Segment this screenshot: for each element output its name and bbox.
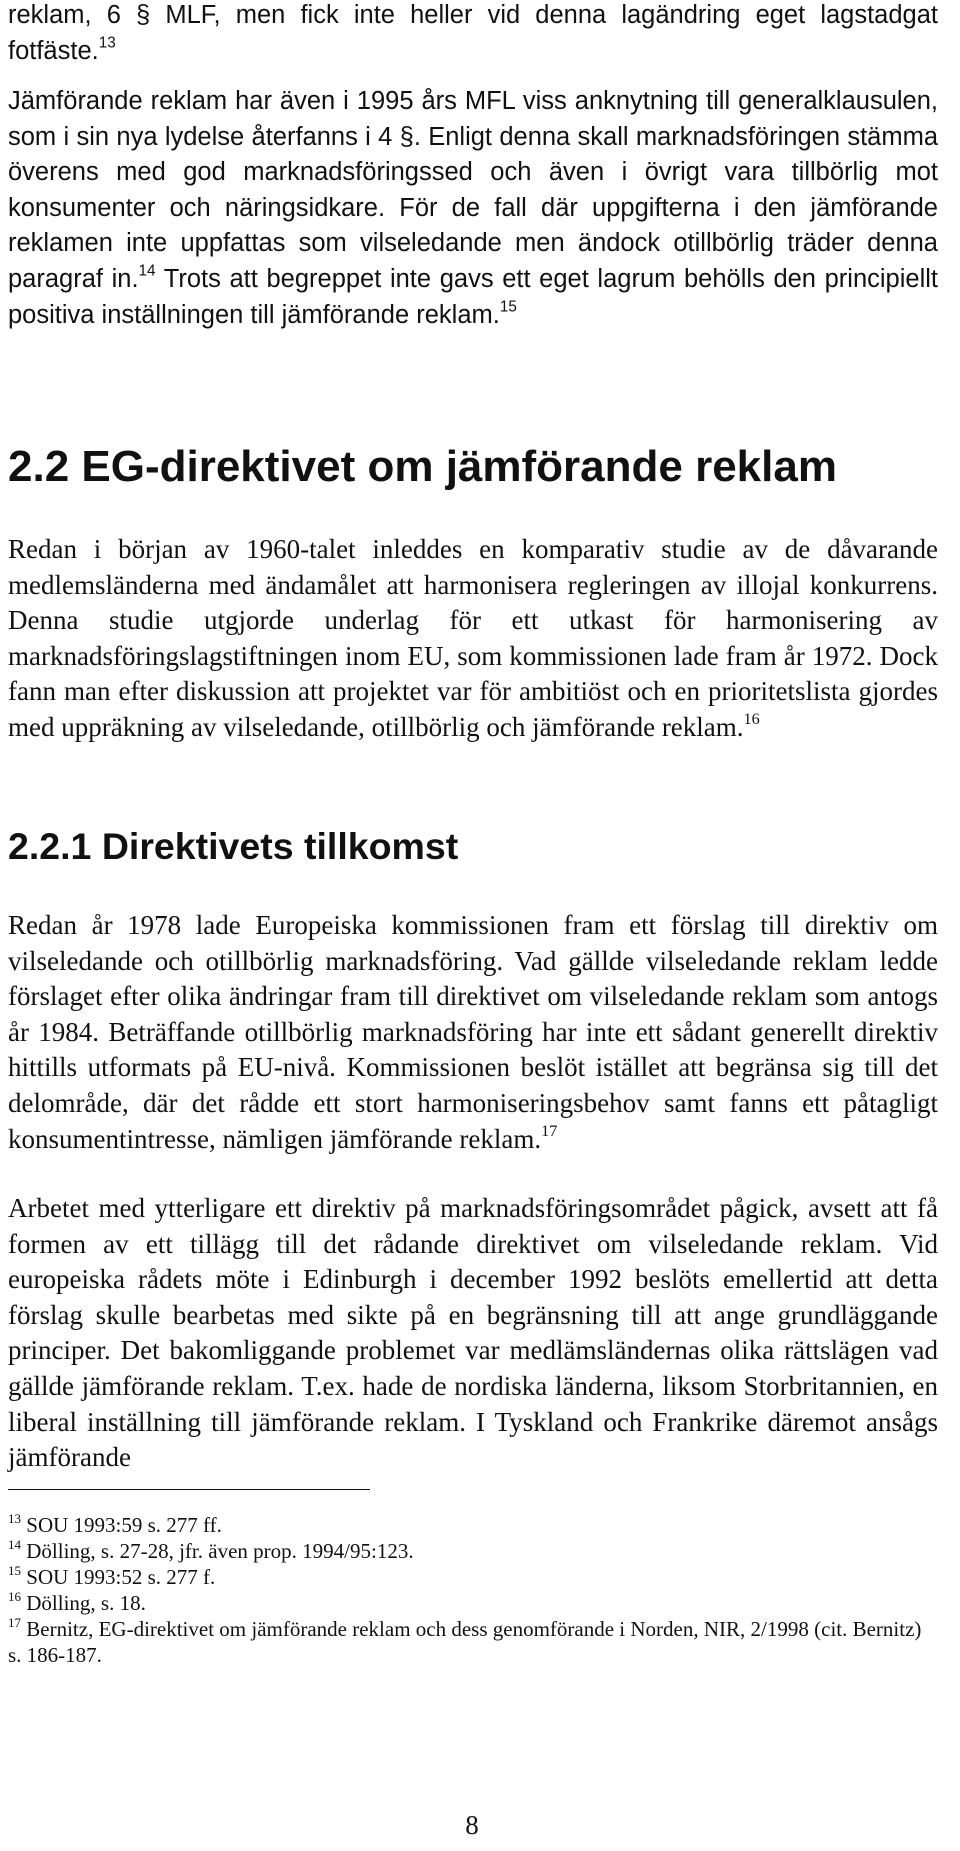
footnote-ref-15[interactable]: 15 xyxy=(499,298,517,316)
footnote-ref-14[interactable]: 14 xyxy=(138,262,156,280)
footnote-ref-13[interactable]: 13 xyxy=(98,34,116,52)
section-heading-2-2: 2.2 EG-direktivet om jämförande reklam xyxy=(8,442,837,491)
footnote-separator xyxy=(8,1489,370,1490)
paragraph-comparative-advertising-mfl: Jämförande reklam har även i 1995 års MFL viss anknytning till generalklausulen, som i sin nya lydelse återfanns i 4 §. Enligt denna skall marknadsföringen stämma överens med god marknadsföringssed och även i övrigt vara tillbörlig mot konsumenter och näringsidkare. För de fall där uppgifterna i den jämförande reklamen inte uppfattas som vilseledande men ändock otillbörlig träder denna paragraf in.$^{14}$ Trots att begreppet inte gavs ett eget lagrum behölls den principiellt positiva inställningen till jämförande reklam.$^{15}$ xyxy=(8,87,938,329)
footnote-13: $^{13}$ SOU 1993:59 s. 277 ff. xyxy=(8,1510,222,1537)
paragraph-directive-origin: Redan år 1978 lade Europeiska kommissionen fram ett förslag till direktiv om vilseledande och otillbörlig marknadsföring. Vad gällde vilseledande reklam ledde förslaget efter olika ändringar fram till direktivet om vilseledande reklam som antogs år 1984. Beträffande otillbörlig marknadsföring har inte ett sådant generellt direktiv hittills utformats på EU-nivå. Kommissionen beslöt istället att begränsa sig till det delområde, där det rådde ett stort harmoniseringsbehov samt fanns ett påtagligt konsumentintresse, nämligen jämförande reklam.$^{17}$ xyxy=(8,910,938,1154)
footnote-ref-16[interactable]: 16 xyxy=(743,709,760,728)
footnote-15: $^{15}$ SOU 1993:52 s. 277 f. xyxy=(8,1562,216,1589)
footnote-14: $^{14}$ Dölling, s. 27-28, jfr. även prop. 1994/95:123. xyxy=(8,1536,414,1563)
paragraph-continuation: reklam, 6 § MLF, men fick inte heller vid denna lagändring eget lagstadgat fotfäste.$^{13}$ xyxy=(8,1,938,65)
paragraph-eg-directive: Redan i början av 1960-talet inleddes en komparativ studie av de dåvarande medlemsländerna med ändamålet att harmonisera regleringen av illojal konkurrens. Denna studie utgjorde underlag för ett utkast för harmonisering av marknadsföringslagstiftningen inom EU, som kommissionen lade fram år 1972. Dock fann man efter diskussion att projektet var för ambitiöst och en prioritetslista gjordes med uppräkning av vilseledande, otillbörlig och jämförande reklam.$^{16}$ xyxy=(8,534,938,742)
footnote-17: $^{17}$ Bernitz, EG-direktivet om jämförande reklam och dess genomförande i Norden, NIR, 2/1998 (cit. Bernitz) s. 186-187. xyxy=(8,1614,922,1667)
footnote-ref-17[interactable]: 17 xyxy=(541,1121,558,1140)
paragraph-further-work: Arbetet med ytterligare ett direktiv på marknadsföringsområdet pågick, avsett att få formen av ett tillägg till det rådande direktivet om vilseledande reklam. Vid europeiska rådets möte i Edinburgh i december 1992 beslöts emellertid att detta förslag skulle bearbetas med sikte på en begränsning till att ange grundläggande principer. Det bakomliggande problemet var medlämsländernas olika rättslägen vad gällde jämförande reklam. T.ex. hade de nordiska länderna, liksom Storbritannien, en liberal inställning till jämförande reklam. I Tyskland och Frankrike däremot ansågs jämförande xyxy=(8,1193,938,1473)
footnote-16: $^{16}$ Dölling, s. 18. xyxy=(8,1588,146,1615)
subsection-heading-2-2-1: 2.2.1 Direktivets tillkomst xyxy=(8,825,459,867)
page-number: 8 xyxy=(465,1810,479,1840)
